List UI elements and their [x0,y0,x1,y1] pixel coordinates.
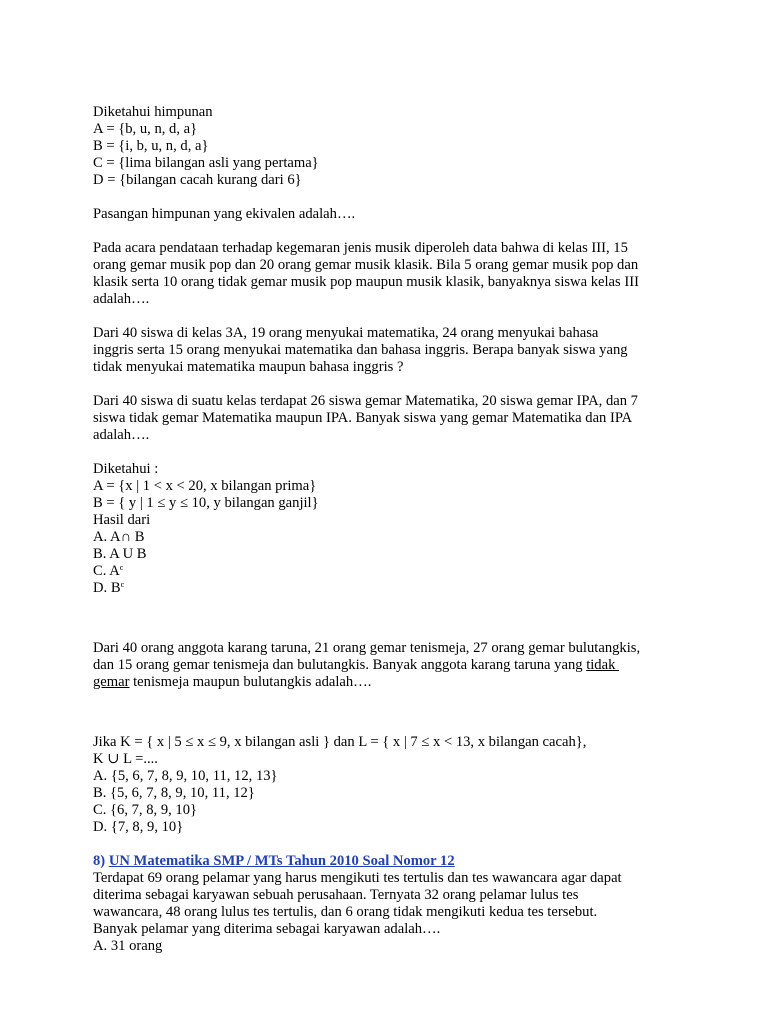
complement-superscript: c [120,580,125,589]
option-b: B. A U B [93,546,147,562]
option-c: C. {6, 7, 8, 9, 10} [93,802,198,818]
question-8-line: Terdapat 69 orang pelamar yang harus mengikuti tes tertulis dan tes wawancara agar dapat [93,870,622,886]
option-c-text: C. A [93,563,120,579]
set-b: B = {i, b, u, n, d, a} [93,138,209,154]
question-ipa-line: adalah…. [93,427,150,443]
question-ekivalen: Pasangan himpunan yang ekivalen adalah…. [93,206,356,222]
option-a: A. A∩ B [93,529,145,545]
question-number: 8) [93,853,109,869]
question-ipa-line: siswa tidak gemar Matematika maupun IPA. Banyak siswa yang gemar Matematika dan IPA [93,410,633,426]
question-musik-line: klasik serta 10 orang tidak gemar musik pop maupun musik klasik, banyaknya siswa kelas III [93,274,639,290]
diketahui-intro: Diketahui : [93,461,159,477]
question-8-line: diterima sebagai karyawan sebuah perusahaan. Ternyata 32 orang pelamar lulus tes [93,887,579,903]
underlined-word: tidak [586,657,620,673]
question-musik-line: adalah…. [93,291,150,307]
hasil-label: Hasil dari [93,512,151,528]
option-d: D. {7, 8, 9, 10} [93,819,184,835]
question-musik-line: Pada acara pendataan terhadap kegemaran jenis musik diperoleh data bahwa di kelas III, 15 [93,240,628,256]
question-ipa-line: Dari 40 siswa di suatu kelas terdapat 26 siswa gemar Matematika, 20 siswa gemar IPA, dan 7 [93,393,638,409]
question-8-line: wawancara, 48 orang lulus tes tertulis, dan 6 orang tidak mengikuti kedua tes tersebut. [93,904,598,920]
option-c [93,563,693,580]
complement-superscript: c [119,563,124,572]
set-d: D = {bilangan cacah kurang dari 6} [93,172,302,188]
option-d-text: D. B [93,580,121,596]
set-intro: Diketahui himpunan [93,104,213,120]
question-taruna-line [93,674,693,691]
taruna-text: tenismeja maupun bulutangkis adalah…. [129,674,372,690]
set-prime: A = {x | 1 < x < 20, x bilangan prima} [93,478,317,494]
option-b: B. {5, 6, 7, 8, 9, 10, 11, 12} [93,785,255,801]
question-taruna-line: Dari 40 orang anggota karang taruna, 21 orang gemar tenismeja, 27 orang gemar bulutangkis, [93,640,641,656]
set-c: C = {lima bilangan asli yang pertama} [93,155,319,171]
question-8-heading [93,853,693,870]
question-8-line: Banyak pelamar yang diterima sebagai karyawan adalah…. [93,921,441,937]
question-3a-line: tidak menyukai matematika maupun bahasa inggris ? [93,359,404,375]
question-kl-line: Jika K = { x | 5 ≤ x ≤ 9, x bilangan asli } dan L = { x | 7 ≤ x < 13, x bilangan cacah}, [93,734,587,750]
question-3a-line: inggris serta 15 orang menyukai matematika dan bahasa inggris. Berapa banyak siswa yang [93,342,628,358]
option-a: A. 31 orang [93,938,163,954]
option-d [93,580,693,597]
set-a: A = {b, u, n, d, a} [93,121,198,137]
taruna-text: dan 15 orang gemar tenismeja dan bulutangkis. Banyak anggota karang taruna yang [93,657,587,673]
option-a: A. {5, 6, 7, 8, 9, 10, 11, 12, 13} [93,768,278,784]
question-taruna-line [93,657,693,674]
document-body [93,104,693,955]
question-3a-line: Dari 40 siswa di kelas 3A, 19 orang menyukai matematika, 24 orang menyukai bahasa [93,325,599,341]
question-source-link[interactable]: UN Matematika SMP / MTs Tahun 2010 Soal Nomor 12 [108,853,455,869]
question-musik-line: orang gemar musik pop dan 20 orang gemar musik klasik. Bila 5 orang gemar musik pop dan [93,257,639,273]
underlined-word: gemar [93,674,130,690]
set-odd: B = { y | 1 ≤ y ≤ 10, y bilangan ganjil} [93,495,319,511]
question-kl-line: K ∪ L =.... [93,751,158,767]
